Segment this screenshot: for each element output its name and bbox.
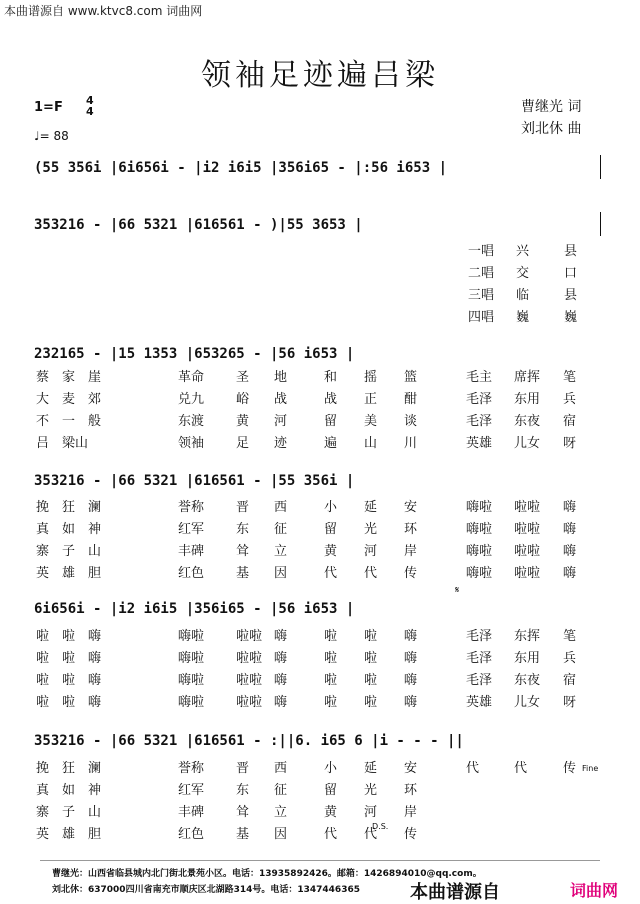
lyric-word: 嗨啦 [178,695,205,710]
lyric-word: 因 [274,566,288,581]
final-barline-2 [600,212,601,236]
lyric-word: 延 [364,500,378,515]
lyric-word: 挽 [36,500,50,515]
lyric-word: 嗨 [88,651,102,666]
lyric-word: 英雄 [466,436,493,451]
lyric-word: 澜 [88,761,102,776]
lyric-word: 毛泽 [466,392,493,407]
lyric-word: 狂 [62,500,76,515]
lyric-word: 光 [364,522,378,537]
lyric-word: 和 [324,370,338,385]
lyric-word: 足 [236,436,250,451]
lyric-word: 啦 [62,673,76,688]
lyric-word: 啦 [36,695,50,710]
lyric-word: 雄 [62,566,76,581]
music-line-2: 353216 - |66 5321 |616561 - )|55 3653 | [34,217,363,233]
lyric-word: 神 [88,522,102,537]
lyric-word: 东用 [514,651,541,666]
lyric-word: 嗨 [274,651,288,666]
intro-verse-4-b: 巍 [564,310,578,325]
lyric-word: 红色 [178,827,205,842]
lyric-word: 儿女 [514,436,541,451]
lyric-word: 岸 [404,544,418,559]
music-line-6: 353216 - |66 5321 |616561 - :||6. i65 6 |i - - - || [34,733,464,749]
lyric-word: 如 [62,783,76,798]
lyric-word: 啦啦 [236,673,263,688]
lyric-word: 啦 [324,629,338,644]
lyric-word: 传 [404,827,418,842]
lyric-word: 啦 [62,695,76,710]
lyric-word: 迹 [274,436,288,451]
lyric-word: 嗨 [404,629,418,644]
lyric-word: 嗨 [563,566,577,581]
lyric-word: 毛泽 [466,414,493,429]
lyric-word: 安 [404,500,418,515]
lyric-word: 啦 [36,629,50,644]
lyric-word: 圣 [236,370,250,385]
lyric-word: 啦 [324,695,338,710]
lyric-word: 英 [36,566,50,581]
intro-verse-2-a: 交 [516,266,530,281]
lyric-word: 晋 [236,500,250,515]
lyric-word: 耸 [236,544,250,559]
lyric-word: 家 [62,370,76,385]
lyric-word: 留 [324,783,338,798]
lyric-word: 摇 [364,370,378,385]
lyric-word: 征 [274,783,288,798]
lyric-word: 笔 [563,370,577,385]
lyric-word: 嗨啦 [178,673,205,688]
lyric-word: 遍 [324,436,338,451]
lyric-word: 啦啦 [514,544,541,559]
lyric-word: 嗨 [404,695,418,710]
lyric-word: 麦 [62,392,76,407]
lyric-word: 东挥 [514,629,541,644]
fine-mark: Fine [582,764,599,773]
lyric-word: 宿 [563,414,577,429]
lyric-word: 啦 [364,629,378,644]
lyric-word: 基 [236,827,250,842]
lyric-word: 东夜 [514,673,541,688]
lyric-word: 啦啦 [514,500,541,515]
lyric-word: 代 [364,566,378,581]
lyric-word: 河 [364,544,378,559]
lyric-word: 寨 [36,805,50,820]
music-line-5: 6i656i - |i2 i6i5 |356i65 - |56 i653 | [34,601,355,617]
lyric-word: 战 [274,392,288,407]
lyric-word: 一 [62,414,76,429]
lyric-word: 笔 [563,629,577,644]
lyric-word: 川 [404,436,418,451]
lyric-word: 挽 [36,761,50,776]
lyric-word: 般 [88,414,102,429]
lyric-word: 神 [88,783,102,798]
lyric-word: 兵 [563,392,577,407]
lyric-word: 延 [364,761,378,776]
lyric-word: 英雄 [466,695,493,710]
lyric-word: 誉称 [178,500,205,515]
lyric-word: 红色 [178,566,205,581]
lyric-word: 嗨 [563,544,577,559]
lyric-word: 啦 [36,673,50,688]
lyric-word: 宿 [563,673,577,688]
lyric-word: 代 [466,761,480,776]
lyric-word: 郊 [88,392,102,407]
lyric-word: 嗨啦 [466,500,493,515]
time-signature [86,95,94,117]
lyric-word: 酣 [404,392,418,407]
lyric-word: 崖 [88,370,102,385]
composer-credit: 刘北休 曲 [521,121,582,137]
lyric-word: 耸 [236,805,250,820]
lyric-word: 谈 [404,414,418,429]
lyric-word: 吕 [36,436,50,451]
lyric-word: 东夜 [514,414,541,429]
lyric-word: 啦 [364,695,378,710]
lyric-word: 山 [364,436,378,451]
final-barline-1 [600,155,601,179]
lyric-word: 嗨 [563,500,577,515]
lyricist-credit: 曹继光 词 [521,99,582,115]
lyric-word: 因 [274,827,288,842]
lyric-word: 啦 [62,651,76,666]
watermark: 本曲谱源自 www.ktvc8.com 词曲网 [4,4,203,18]
lyric-word: 啦啦 [236,629,263,644]
lyric-word: 子 [62,805,76,820]
lyric-word: 嗨 [274,629,288,644]
lyric-word: 立 [274,805,288,820]
lyric-word: 雄 [62,827,76,842]
lyric-word: 嗨啦 [466,522,493,537]
lyric-word: 光 [364,783,378,798]
lyric-word: 东渡 [178,414,205,429]
lyric-word: 黄 [324,544,338,559]
lyric-word: 如 [62,522,76,537]
lyric-word: 嗨啦 [466,544,493,559]
lyric-word: 丰碑 [178,805,205,820]
footer-divider [40,860,600,861]
lyric-word: 梁山 [62,436,89,451]
lyric-word: 嗨啦 [178,629,205,644]
intro-verse-4-lead: 四唱 [468,310,495,325]
footer-composer-contact: 刘北休：637000四川省南充市顺庆区北湖路314号。电话：1347446365 [52,885,360,895]
lyric-word: 儿女 [514,695,541,710]
lyric-word: 啦啦 [514,566,541,581]
lyric-word: 地 [274,370,288,385]
lyric-word: 基 [236,566,250,581]
lyric-word: 东 [236,783,250,798]
lyric-word: 子 [62,544,76,559]
lyric-word: 黄 [236,414,250,429]
lyric-word: 寨 [36,544,50,559]
lyric-word: 啦啦 [236,695,263,710]
lyric-word: 毛泽 [466,651,493,666]
lyric-word: 啦 [364,673,378,688]
lyric-word: 兵 [563,651,577,666]
lyric-word: 立 [274,544,288,559]
meter-top: 4 [86,94,94,107]
lyric-word: 澜 [88,500,102,515]
lyric-word: 红军 [178,522,205,537]
lyric-word: 代 [324,566,338,581]
lyric-word: 蔡 [36,370,50,385]
lyric-word: 嗨 [88,673,102,688]
lyric-word: 嗨 [563,522,577,537]
intro-verse-1-b: 县 [564,244,578,259]
lyric-word: 啦 [324,651,338,666]
lyric-word: 嗨 [274,695,288,710]
lyric-word: 呀 [563,695,577,710]
intro-verse-3-b: 县 [564,288,578,303]
lyric-word: 代 [514,761,528,776]
lyric-word: 嗨 [404,673,418,688]
lyric-word: 传 [563,761,577,776]
lyric-word: 留 [324,522,338,537]
lyric-word: 大 [36,392,50,407]
lyric-word: 安 [404,761,418,776]
music-line-1: (55 356i |6i656i - |i2 i6i5 |356i65 - |:56 i653 | [34,160,448,176]
lyric-word: 西 [274,500,288,515]
lyric-word: 啦 [364,651,378,666]
tempo-mark: ♩= 88 [34,129,69,143]
song-title: 领袖足迹遍吕梁 [201,58,439,93]
lyric-word: 嗨 [274,673,288,688]
lyric-word: 兑九 [178,392,205,407]
music-line-4: 353216 - |66 5321 |616561 - |55 356i | [34,473,355,489]
lyric-word: 篮 [404,370,418,385]
lyric-word: 啦 [324,673,338,688]
site-logo-right: 词曲网 [570,878,618,901]
lyric-word: 嗨 [88,695,102,710]
lyric-word: 河 [364,805,378,820]
music-line-3: 232165 - |15 1353 |653265 - |56 i653 | [34,346,355,362]
segno-mark: 𝄋 [455,585,460,596]
ds-mark: D.S. [372,822,389,831]
intro-verse-4-a: 巍 [516,310,530,325]
key-signature: 1=F [34,100,63,115]
lyric-word: 征 [274,522,288,537]
lyric-word: 环 [404,522,418,537]
lyric-word: 啦啦 [236,651,263,666]
lyric-word: 岸 [404,805,418,820]
lyric-word: 领袖 [178,436,205,451]
lyric-word: 小 [324,500,338,515]
lyric-word: 啦 [36,651,50,666]
lyric-word: 真 [36,783,50,798]
lyric-word: 不 [36,414,50,429]
footer-lyricist-contact: 曹继光：山西省临县城内北门街北景苑小区。电话：13935892426。邮箱：1426894010@qq.com。 [52,869,482,879]
lyric-word: 毛泽 [466,629,493,644]
lyric-word: 啦 [62,629,76,644]
lyric-word: 代 [364,827,378,842]
lyric-word: 环 [404,783,418,798]
lyric-word: 美 [364,414,378,429]
lyric-word: 山 [88,805,102,820]
lyric-word: 晋 [236,761,250,776]
lyric-word: 胆 [88,566,102,581]
lyric-word: 战 [324,392,338,407]
intro-verse-2-lead: 二唱 [468,266,495,281]
lyric-word: 毛泽 [466,673,493,688]
intro-verse-2-b: 口 [564,266,578,281]
lyric-word: 胆 [88,827,102,842]
site-logo-left: 本曲谱源自 [410,882,500,903]
lyric-word: 嗨 [88,629,102,644]
lyric-word: 黄 [324,805,338,820]
lyric-word: 狂 [62,761,76,776]
lyric-word: 革命 [178,370,205,385]
lyric-word: 东 [236,522,250,537]
lyric-word: 正 [364,392,378,407]
intro-verse-1-lead: 一唱 [468,244,495,259]
lyric-word: 嗨啦 [466,566,493,581]
lyric-word: 英 [36,827,50,842]
lyric-word: 嗨 [404,651,418,666]
lyric-word: 丰碑 [178,544,205,559]
lyric-word: 真 [36,522,50,537]
lyric-word: 传 [404,566,418,581]
intro-verse-1-a: 兴 [516,244,530,259]
lyric-word: 呀 [563,436,577,451]
lyric-word: 峪 [236,392,250,407]
lyric-word: 啦啦 [514,522,541,537]
lyric-word: 东用 [514,392,541,407]
intro-verse-3-lead: 三唱 [468,288,495,303]
lyric-word: 红军 [178,783,205,798]
intro-verse-3-a: 临 [516,288,530,303]
lyric-word: 毛主 [466,370,493,385]
lyric-word: 席挥 [514,370,541,385]
lyric-word: 代 [324,827,338,842]
lyric-word: 留 [324,414,338,429]
lyric-word: 誉称 [178,761,205,776]
lyric-word: 嗨啦 [178,651,205,666]
lyric-word: 河 [274,414,288,429]
lyric-word: 西 [274,761,288,776]
lyric-word: 小 [324,761,338,776]
lyric-word: 山 [88,544,102,559]
meter-bottom: 4 [86,105,94,118]
